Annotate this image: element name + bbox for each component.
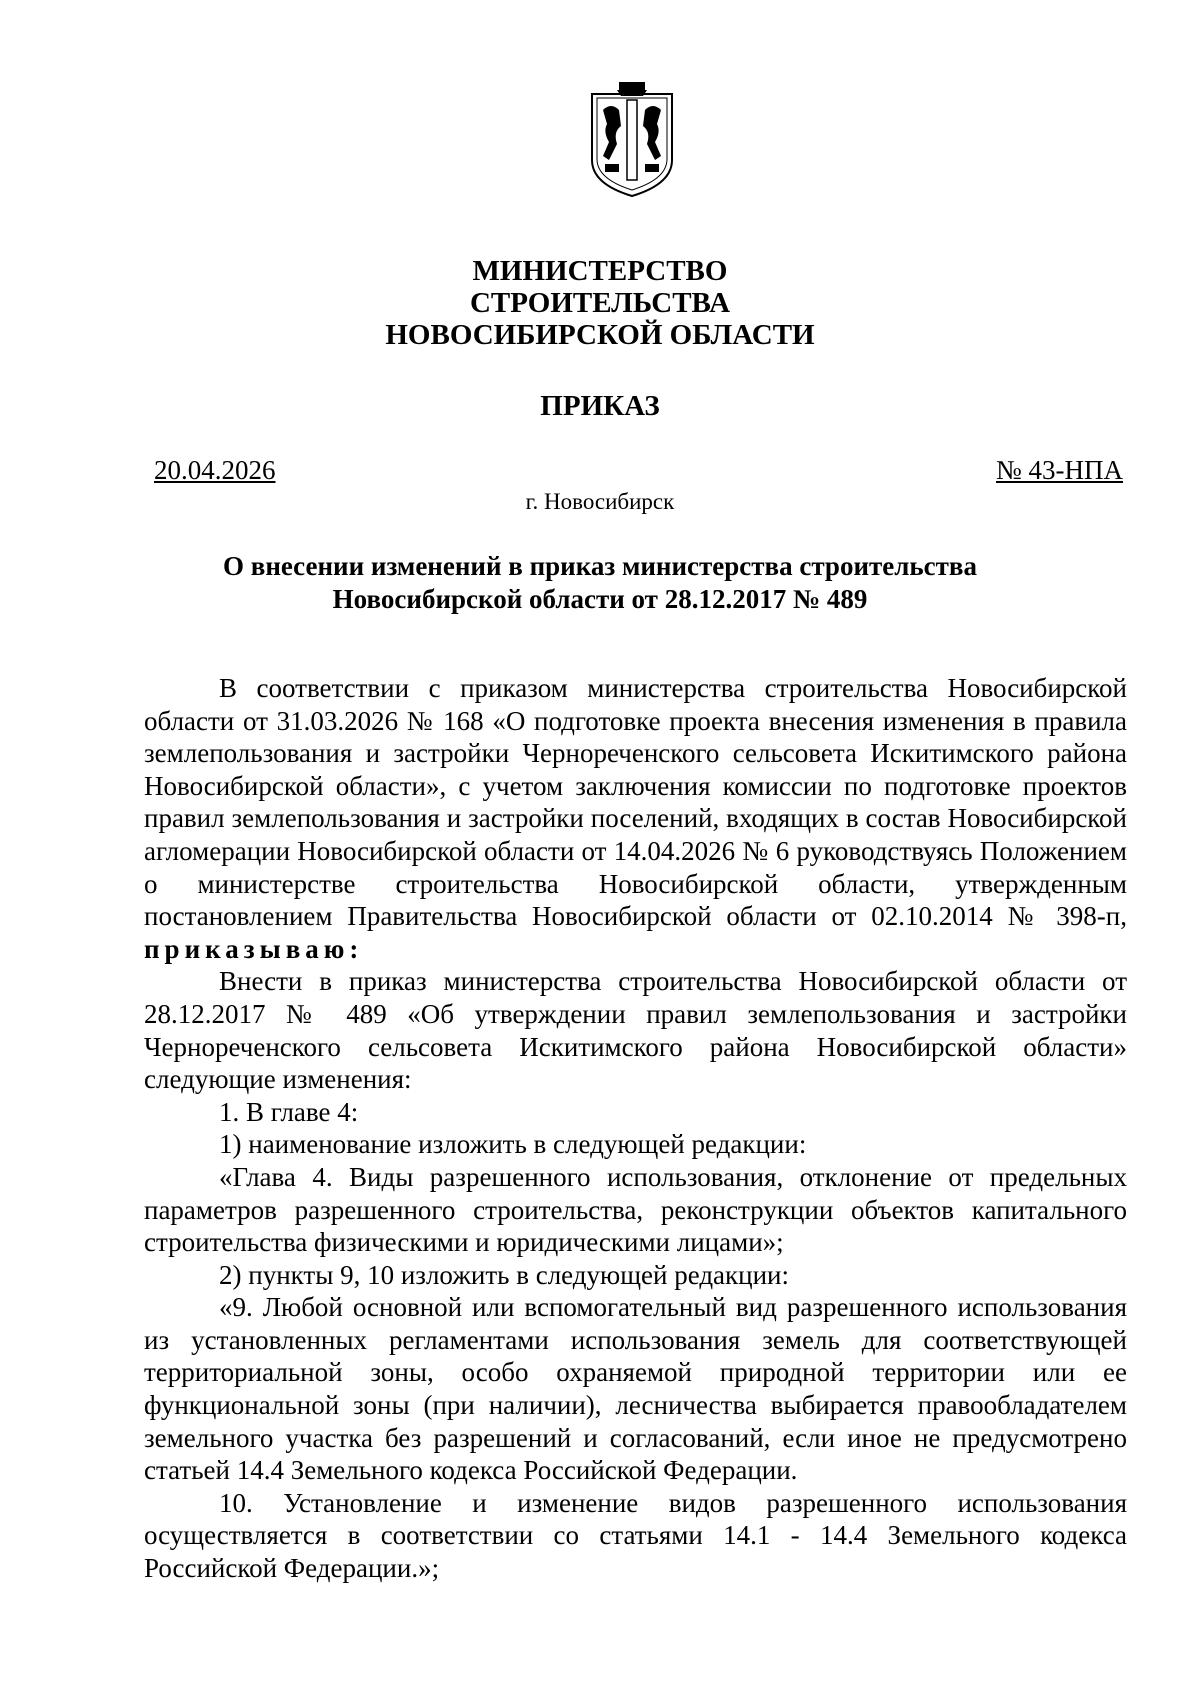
coat-of-arms-icon — [589, 80, 675, 198]
org-line-3: НОВОСИБИРСКОЙ ОБЛАСТИ — [385, 319, 815, 351]
order-word: приказываю: — [144, 933, 364, 964]
subject-line-2: Новосибирской области от 28.12.2017 № 489 — [332, 584, 868, 614]
paragraph-item-2: 2) пункты 9, 10 изложить в следующей редакции: — [219, 1259, 790, 1290]
paragraph-preamble — [144, 672, 1127, 965]
organization-name — [0, 255, 1200, 351]
paragraph-item-1: 1) наименование изложить в следующей редакции: — [219, 1129, 807, 1160]
document-date: 20.04.2026 — [154, 455, 276, 485]
paragraph-point-9: «9. Любой основной или вспомогательный вид разрешенного использования из установленных регламентами использования земель для соответствующей территориальной зоны, особо охраняемой природной территории или ее функциональной зоны (при наличии), лесничества выбирается правообладателем земельного участка без разрешений и согласований, если иное не предусмотрено статьей 14.4 Земельного кодекса Российской Федерации. — [144, 1292, 1127, 1486]
paragraph-point-10: 10. Установление и изменение видов разрешенного использования осуществляется в соответствии со статьями 14.1 - 14.4 Земельного кодекса Российской Федерации.»; — [144, 1487, 1127, 1584]
org-line-1: МИНИСТЕРСТВО — [472, 255, 728, 287]
document-number: № 43-НПА — [996, 455, 1123, 485]
paragraph-chapter-title: «Глава 4. Виды разрешенного использования, отклонение от предельных параметров разрешенного строительства, реконструкции объектов капитального строительства физическими и юридическими лицами»; — [144, 1161, 1127, 1258]
document-city: г. Новосибирск — [525, 489, 675, 514]
paragraph-amend: Внести в приказ министерства строительства Новосибирской области от 28.12.2017 № 489 «Об утверждении правил землепользования и застройки Чернореченского сельсовета Искитимского района Новосибирской области» следующие изменения: — [144, 966, 1127, 1095]
paragraph-chapter: 1. В главе 4: — [219, 1096, 359, 1127]
document-type: ПРИКАЗ — [540, 390, 660, 422]
document-subject — [140, 550, 1060, 616]
org-line-2: СТРОИТЕЛЬСТВА — [469, 287, 731, 319]
document-body — [144, 672, 1127, 1585]
preamble-text: В соответствии с приказом министерства строительства Новосибирской области от 31.03.2026 № 168 «О подготовке проекта внесения изменения в правила землепользования и застройки Чернореченского сельсовета Искитимского района Новосибирской области», с учетом заключения комиссии по подготовке проектов правил землепользования и застройки поселений, входящих в состав Новосибирской агломерации Новосибирской области от 14.04.2026 № 6 руководствуясь Положением о министерстве строительства Новосибирской области, утвержденным постановлением Правительства Новосибирской области от 02.10.2014 № 398-п, — [144, 673, 1127, 932]
subject-line-1: О внесении изменений в приказ министерства строительства — [222, 551, 978, 581]
